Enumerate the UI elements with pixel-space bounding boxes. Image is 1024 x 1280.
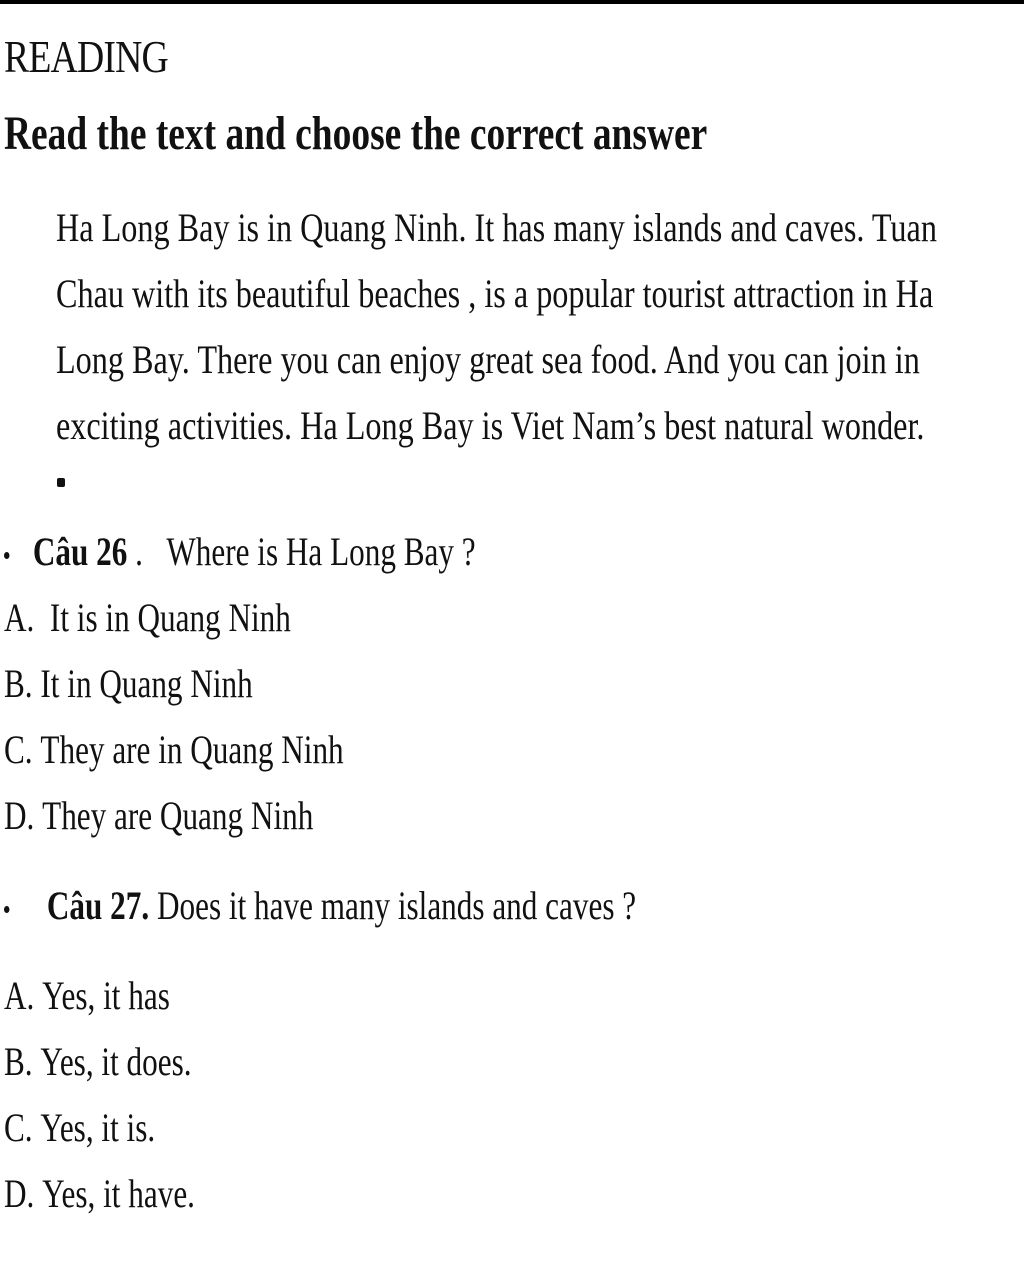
option-26-a[interactable] <box>4 594 291 641</box>
question-number: Câu 26 <box>32 529 128 574</box>
option-26-c[interactable] <box>4 726 344 773</box>
section-heading: READING <box>4 31 168 82</box>
question-text: Where is Ha Long Bay ? <box>166 529 476 574</box>
option-27-b[interactable] <box>4 1038 192 1085</box>
option-text: Yes, it is. <box>40 1105 156 1150</box>
question-separator: . <box>127 529 143 574</box>
top-border <box>0 0 1024 4</box>
option-letter: C. <box>4 727 33 772</box>
question-26 <box>4 528 476 575</box>
option-letter: A. <box>4 595 35 640</box>
question-text: Does it have many islands and caves ? <box>156 883 637 928</box>
option-letter: D. <box>4 793 35 838</box>
reading-passage: Ha Long Bay is in Quang Ninh. It has many islands and caves. Tuan Chau with its beautiful beaches , is a popular tourist attraction in Ha Long Bay. There you can enjoy great sea food. And you can join in exciting activities. Ha Long Bay is Viet Nam’s best natural wonder. <box>56 205 937 448</box>
option-text: Yes, it has <box>42 973 170 1018</box>
option-text: They are in Quang Ninh <box>40 727 344 772</box>
option-letter: B. <box>4 661 33 706</box>
question-number: Câu 27. <box>46 883 150 928</box>
option-27-c[interactable] <box>4 1104 155 1151</box>
bullet-icon <box>4 552 9 559</box>
question-27 <box>4 882 636 929</box>
stray-bullet <box>57 478 65 487</box>
option-text: Yes, it does. <box>40 1039 192 1084</box>
option-26-b[interactable] <box>4 660 253 707</box>
option-text: Yes, it have. <box>42 1171 195 1216</box>
option-27-d[interactable] <box>4 1170 195 1217</box>
option-letter: B. <box>4 1039 33 1084</box>
option-text: It is in Quang Ninh <box>49 595 291 640</box>
option-text: They are Quang Ninh <box>42 793 314 838</box>
option-letter: D. <box>4 1171 35 1216</box>
option-letter: A. <box>4 973 35 1018</box>
option-27-a[interactable] <box>4 972 170 1019</box>
bullet-icon <box>4 906 9 913</box>
option-letter: C. <box>4 1105 33 1150</box>
option-text: It in Quang Ninh <box>40 661 253 706</box>
option-26-d[interactable] <box>4 792 313 839</box>
instruction-title: Read the text and choose the correct answer <box>4 107 708 160</box>
